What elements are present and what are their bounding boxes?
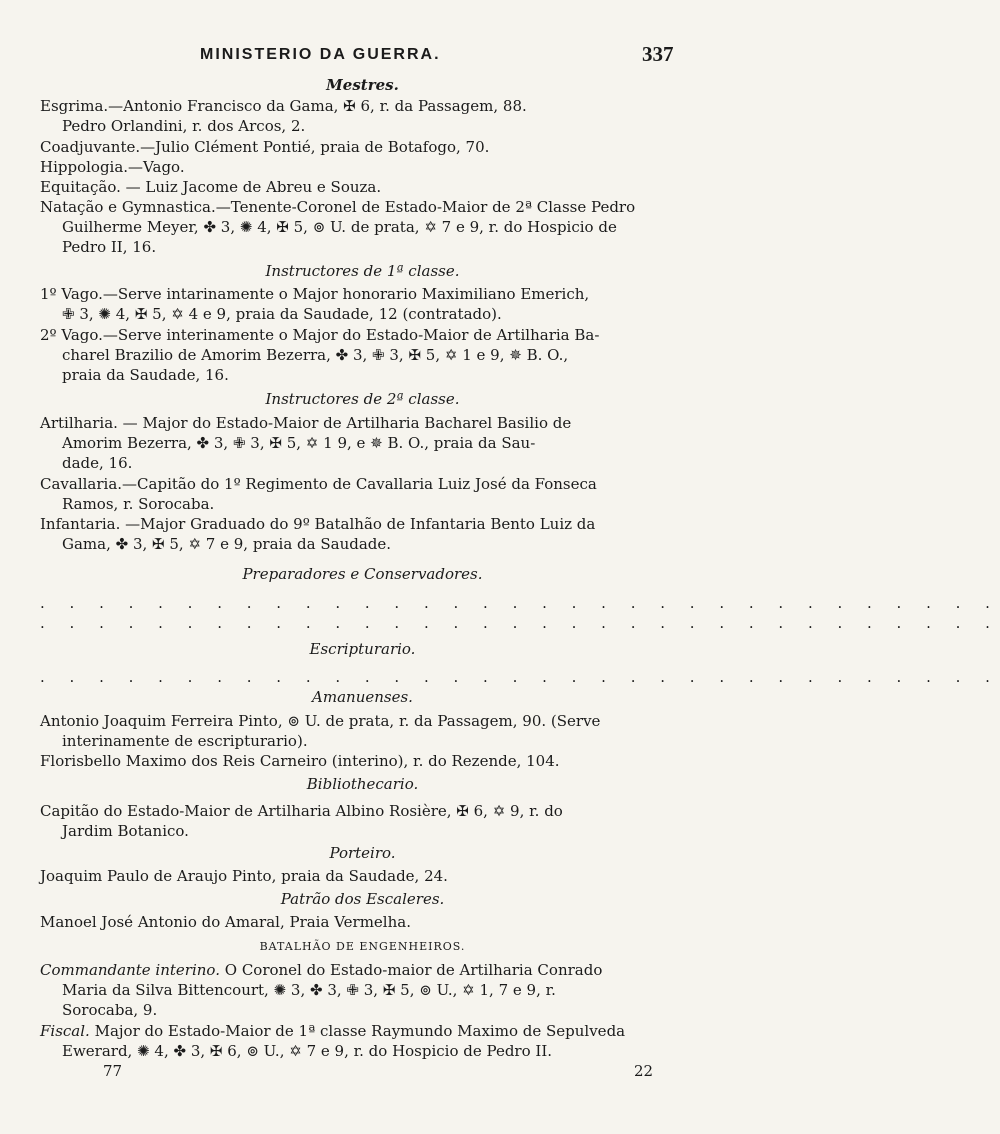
text-line: charel Brazilio de Amorim Bezerra, ✤ 3, ✙ 3, ✠ 5, ✡ 1 e 9, ✵ B. O., bbox=[62, 346, 569, 364]
text-line: Pedro Orlandini, r. dos Arcos, 2. bbox=[62, 117, 306, 135]
text-line: Hippologia.—Vago. bbox=[40, 158, 185, 176]
heading-escripturario: Escripturario. bbox=[309, 640, 416, 658]
dot-leader-row: . . . . . . . . . . . . . . . . . . . . . . . . . . . . . . . . . bbox=[40, 594, 1000, 612]
text-line: 2º Vago.—Serve interinamente o Major do Estado-Maior de Artilharia Ba- bbox=[40, 326, 600, 344]
text-line: Maria da Silva Bittencourt, ✺ 3, ✤ 3, ✙ 3, ✠ 5, ⊚ U., ✡ 1, 7 e 9, r. bbox=[62, 981, 556, 999]
heading-patrao: Patrão dos Escaleres. bbox=[280, 890, 445, 908]
text-line: ✙ 3, ✺ 4, ✠ 5, ✡ 4 e 9, praia da Saudade, 12 (contratado). bbox=[62, 305, 502, 323]
text-line: Jardim Botanico. bbox=[62, 822, 189, 840]
dot-leader-row: . . . . . . . . . . . . . . . . . . . . . . . . . . . . . . . . . bbox=[40, 668, 1000, 686]
text-line: Amorim Bezerra, ✤ 3, ✙ 3, ✠ 5, ✡ 1 9, e ✵ B. O., praia da Sau- bbox=[62, 434, 536, 452]
text-line: Commandante interino. O Coronel do Estado-maior de Artilharia Conrado bbox=[40, 961, 603, 979]
text-line: Joaquim Paulo de Araujo Pinto, praia da Saudade, 24. bbox=[40, 867, 448, 885]
text-line: 1º Vago.—Serve intarinamente o Major honorario Maximiliano Emerich, bbox=[40, 285, 590, 303]
heading-instructores-1: Instructores de 1ª classe. bbox=[265, 262, 460, 280]
text-line: Guilherme Meyer, ✤ 3, ✺ 4, ✠ 5, ⊚ U. de prata, ✡ 7 e 9, r. do Hospicio de bbox=[62, 218, 617, 236]
role-label: Fiscal. bbox=[40, 1022, 90, 1040]
text-line: Florisbello Maximo dos Reis Carneiro (interino), r. do Rezende, 104. bbox=[40, 752, 560, 770]
text-line: Ramos, r. Sorocaba. bbox=[62, 495, 215, 513]
footer-signature-left: 77 bbox=[103, 1062, 123, 1080]
dot-leader-row: . . . . . . . . . . . . . . . . . . . . . . . . . . . . . . . . . bbox=[40, 614, 1000, 632]
text-line: Ewerard, ✺ 4, ✤ 3, ✠ 6, ⊚ U., ✡ 7 e 9, r. do Hospicio de Pedro II. bbox=[62, 1042, 553, 1060]
text-line: Infantaria. —Major Graduado do 9º Batalhão de Infantaria Bento Luiz da bbox=[40, 515, 596, 533]
text-line: dade, 16. bbox=[62, 454, 133, 472]
heading-preparadores: Preparadores e Conservadores. bbox=[242, 565, 483, 583]
heading-batalhao: BATALHÃO DE ENGENHEIROS. bbox=[259, 940, 466, 953]
text-line: interinamente de escripturario). bbox=[62, 732, 308, 750]
running-title: MINISTERIO DA GUERRA. bbox=[200, 46, 441, 63]
text-line: Esgrima.—Antonio Francisco da Gama, ✠ 6, r. da Passagem, 88. bbox=[40, 97, 527, 115]
text-line: Manoel José Antonio do Amaral, Praia Vermelha. bbox=[40, 913, 411, 931]
page-header bbox=[0, 42, 725, 76]
footer-signature-right: 22 bbox=[634, 1062, 654, 1080]
text-line: Equitação. — Luiz Jacome de Abreu e Souza. bbox=[40, 178, 382, 196]
heading-instructores-2: Instructores de 2ª classe. bbox=[265, 390, 460, 408]
text-line: Gama, ✤ 3, ✠ 5, ✡ 7 e 9, praia da Saudade. bbox=[62, 535, 392, 553]
text-line: Cavallaria.—Capitão do 1º Regimento de Cavallaria Luiz José da Fonseca bbox=[40, 475, 597, 493]
heading-amanuenses: Amanuenses. bbox=[312, 688, 413, 706]
text-line: Pedro II, 16. bbox=[62, 238, 157, 256]
heading-bibliothecario: Bibliothecario. bbox=[306, 775, 419, 793]
heading-mestres: Mestres. bbox=[326, 76, 399, 94]
text-line: Capitão do Estado-Maior de Artilharia Albino Rosière, ✠ 6, ✡ 9, r. do bbox=[40, 802, 563, 820]
text-line: Fiscal. Major do Estado-Maior de 1ª classe Raymundo Maximo de Sepulveda bbox=[40, 1022, 626, 1040]
page-number: 337 bbox=[642, 42, 674, 66]
text-line: Antonio Joaquim Ferreira Pinto, ⊚ U. de prata, r. da Passagem, 90. (Serve bbox=[40, 712, 601, 730]
text-line: praia da Saudade, 16. bbox=[62, 366, 229, 384]
text-line: Artilharia. — Major do Estado-Maior de Artilharia Bacharel Basilio de bbox=[40, 414, 572, 432]
role-label: Commandante interino. bbox=[40, 961, 220, 979]
text-line: Coadjuvante.—Julio Clément Pontié, praia de Botafogo, 70. bbox=[40, 138, 490, 156]
text-line: Natação e Gymnastica.—Tenente-Coronel de Estado-Maior de 2ª Classe Pedro bbox=[40, 198, 636, 216]
text-line: Sorocaba, 9. bbox=[62, 1001, 158, 1019]
heading-porteiro: Porteiro. bbox=[329, 844, 396, 862]
